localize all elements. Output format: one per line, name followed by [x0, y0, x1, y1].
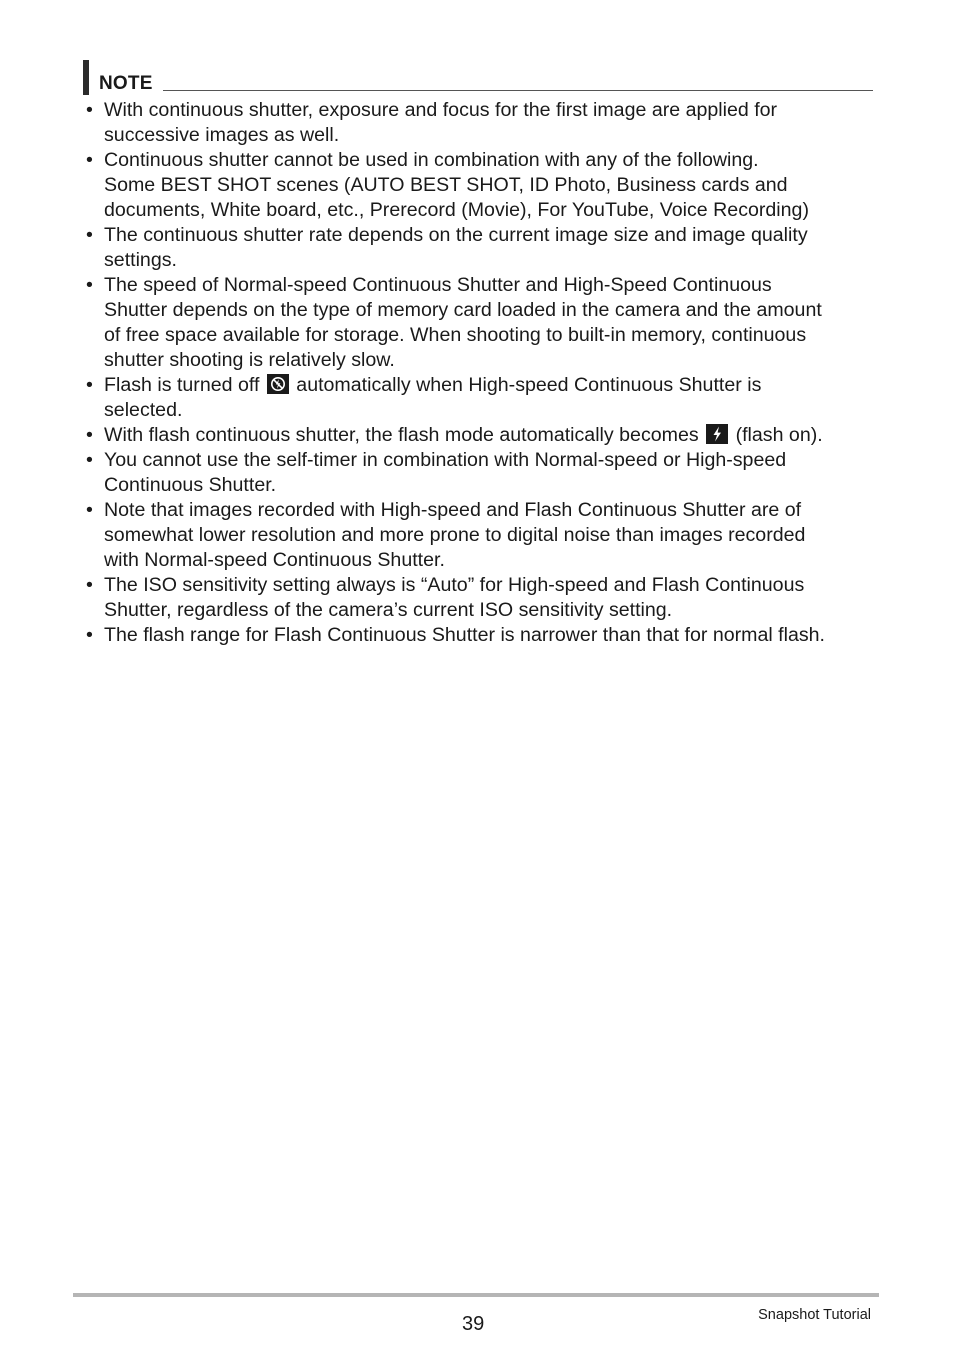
list-item-line — [104, 373, 883, 398]
bullet-dot: • — [86, 274, 93, 296]
list-item-line: With continuous shutter, exposure and focus for the first image are applied for — [104, 99, 778, 121]
list-item-line: Note that images recorded with High-speed and Flash Continuous Shutter are of — [104, 499, 802, 521]
list-item-line: Continuous shutter cannot be used in combination with any of the following. — [104, 149, 759, 171]
note-header — [83, 60, 873, 96]
list-item-text: Flash is turned off — [104, 374, 260, 396]
list-item — [83, 573, 883, 623]
bullet-dot: • — [86, 574, 93, 596]
flash-on-icon — [706, 424, 728, 444]
note-bullet-list — [83, 98, 883, 648]
list-item-line: You cannot use the self-timer in combination with Normal-speed or High-speed — [104, 449, 787, 471]
bullet-dot: • — [86, 499, 93, 521]
list-item-line: Continuous Shutter. — [104, 474, 277, 496]
list-item-line: settings. — [104, 249, 177, 271]
list-item-line: The continuous shutter rate depends on the current image size and image quality — [104, 224, 808, 246]
list-item-line: The speed of Normal-speed Continuous Shutter and High-Speed Continuous — [104, 274, 772, 296]
note-title: NOTE — [99, 73, 153, 94]
list-item-line: The ISO sensitivity setting always is “Auto” for High-speed and Flash Continuous — [104, 574, 805, 596]
list-item-text: automatically when High-speed Continuous Shutter is — [296, 374, 762, 396]
list-item — [83, 373, 883, 423]
list-item — [83, 448, 883, 498]
note-divider — [163, 90, 873, 91]
list-item-line: with Normal-speed Continuous Shutter. — [104, 549, 445, 571]
list-item-line: shutter shooting is relatively slow. — [104, 349, 395, 371]
list-item-text: (flash on). — [735, 424, 823, 446]
list-item — [83, 148, 883, 223]
list-item-line: successive images as well. — [104, 124, 340, 146]
list-item-line: Shutter depends on the type of memory card loaded in the camera and the amount — [104, 299, 822, 321]
list-item — [83, 498, 883, 573]
list-item-line: selected. — [104, 399, 183, 421]
list-item — [83, 423, 883, 448]
footer-divider — [73, 1293, 879, 1297]
list-item-line: of free space available for storage. When shooting to built-in memory, continuous — [104, 324, 807, 346]
list-item-text: With flash continuous shutter, the flash mode automatically becomes — [104, 424, 699, 446]
list-item — [83, 273, 883, 373]
list-item-line: documents, White board, etc., Prerecord (Movie), For YouTube, Voice Recording) — [104, 199, 809, 221]
list-item-line — [104, 423, 883, 448]
list-item-line: somewhat lower resolution and more prone to digital noise than images recorded — [104, 524, 806, 546]
list-item-line: The flash range for Flash Continuous Shutter is narrower than that for normal flash. — [104, 624, 825, 646]
footer-section-title: Snapshot Tutorial — [758, 1307, 871, 1323]
list-item-line: Shutter, regardless of the camera’s current ISO sensitivity setting. — [104, 599, 673, 621]
list-item — [83, 223, 883, 273]
bullet-dot: • — [86, 424, 93, 446]
bullet-dot: • — [86, 624, 93, 646]
bullet-dot: • — [86, 99, 93, 121]
list-item-line: Some BEST SHOT scenes (AUTO BEST SHOT, ID Photo, Business cards and — [104, 174, 788, 196]
list-item — [83, 623, 883, 648]
bullet-dot: • — [86, 449, 93, 471]
bullet-dot: • — [86, 374, 93, 396]
bullet-dot: • — [86, 224, 93, 246]
flash-off-icon — [267, 374, 289, 394]
note-marker-bar — [83, 60, 89, 95]
page-number: 39 — [462, 1313, 485, 1335]
list-item — [83, 98, 883, 148]
bullet-dot: • — [86, 149, 93, 171]
